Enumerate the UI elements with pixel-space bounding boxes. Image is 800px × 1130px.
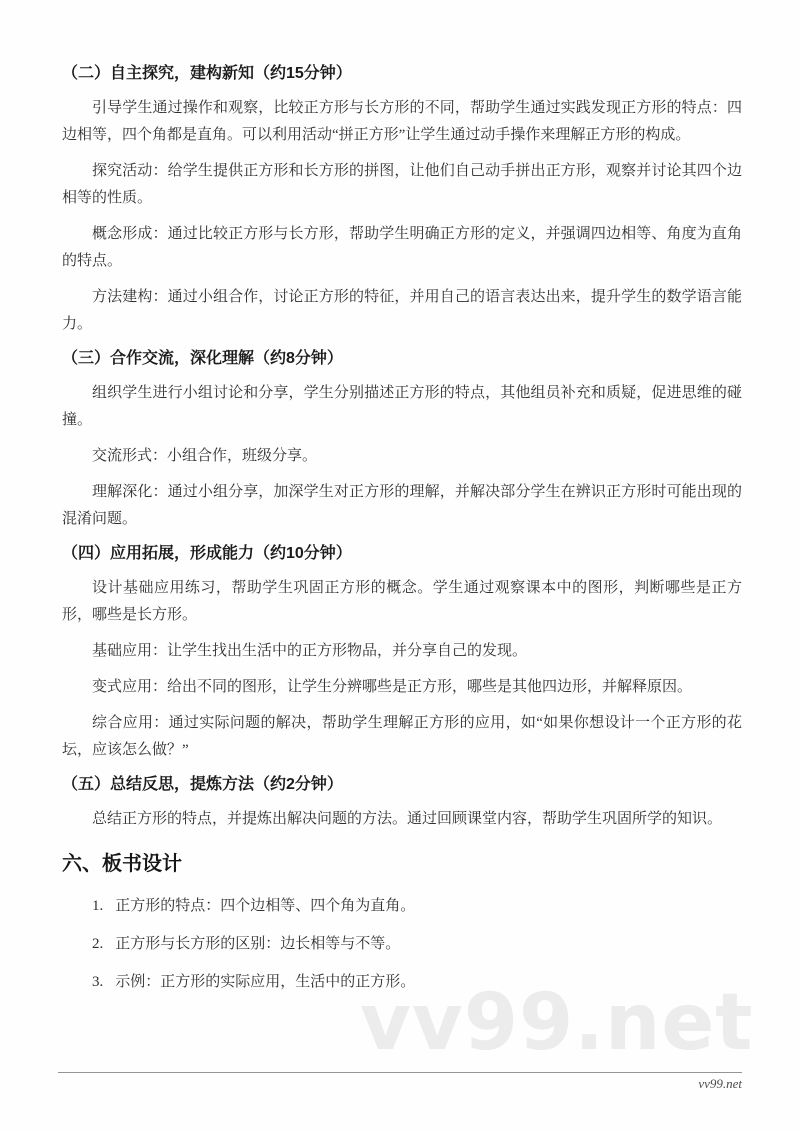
- section-heading: （五）总结反思，提炼方法（约2分钟）: [62, 776, 343, 793]
- section-heading: （三）合作交流，深化理解（约8分钟）: [62, 350, 343, 367]
- paragraph: 组织学生进行小组讨论和分享，学生分别描述正方形的特点，其他组员补充和质疑，促进思维的碰撞。: [62, 385, 742, 428]
- footer-rule: [58, 1072, 742, 1094]
- board-list-item: [62, 893, 742, 920]
- board-design-heading: 六、板书设计: [62, 853, 182, 875]
- board-item-number: 2.: [92, 936, 104, 952]
- section-heading: （四）应用拓展，形成能力（约10分钟）: [62, 545, 352, 562]
- footer-site-text: vv99.net: [698, 1076, 742, 1091]
- paragraph: 设计基础应用练习，帮助学生巩固正方形的概念。学生通过观察课本中的图形，判断哪些是正方形，哪些是长方形。: [62, 580, 742, 623]
- board-item-number: 3.: [92, 974, 104, 990]
- paragraph: 交流形式：小组合作，班级分享。: [92, 448, 318, 464]
- paragraph: 综合应用：通过实际问题的解决，帮助学生理解正方形的应用，如“如果你想设计一个正方形的花坛，应该怎么做？”: [62, 715, 742, 758]
- paragraph: 概念形成：通过比较正方形与长方形，帮助学生明确正方形的定义，并强调四边相等、角度为直角的特点。: [62, 226, 742, 269]
- watermark: vv99.net: [360, 978, 754, 1068]
- board-item-number: 1.: [92, 898, 104, 914]
- board-list-item: [62, 969, 742, 996]
- paragraph: 方法建构：通过小组合作，讨论正方形的特征，并用自己的语言表达出来，提升学生的数学语言能力。: [62, 289, 742, 332]
- paragraph: 引导学生通过操作和观察，比较正方形与长方形的不同，帮助学生通过实践发现正方形的特点：四边相等，四个角都是直角。可以利用活动“拼正方形”让学生通过动手操作来理解正方形的构成。: [62, 100, 742, 143]
- paragraph: 总结正方形的特点，并提炼出解决问题的方法。通过回顾课堂内容，帮助学生巩固所学的知识。: [92, 811, 723, 827]
- board-item-text: 正方形的特点：四个边相等、四个角为直角。: [115, 898, 416, 914]
- board-item-text: 示例：正方形的实际应用，生活中的正方形。: [115, 974, 416, 990]
- section-heading: （二）自主探究，建构新知（约15分钟）: [62, 65, 352, 82]
- paragraph: 理解深化：通过小组分享，加深学生对正方形的理解，并解决部分学生在辨识正方形时可能出现的混淆问题。: [62, 484, 742, 527]
- paragraph: 探究活动：给学生提供正方形和长方形的拼图，让他们自己动手拼出正方形，观察并讨论其四个边相等的性质。: [62, 163, 742, 206]
- board-list-item: [62, 931, 742, 958]
- board-item-text: 正方形与长方形的区别：边长相等与不等。: [115, 936, 401, 952]
- paragraph: 基础应用：让学生找出生活中的正方形物品，并分享自己的发现。: [92, 643, 528, 659]
- paragraph: 变式应用：给出不同的图形，让学生分辨哪些是正方形，哪些是其他四边形，并解释原因。: [92, 679, 693, 695]
